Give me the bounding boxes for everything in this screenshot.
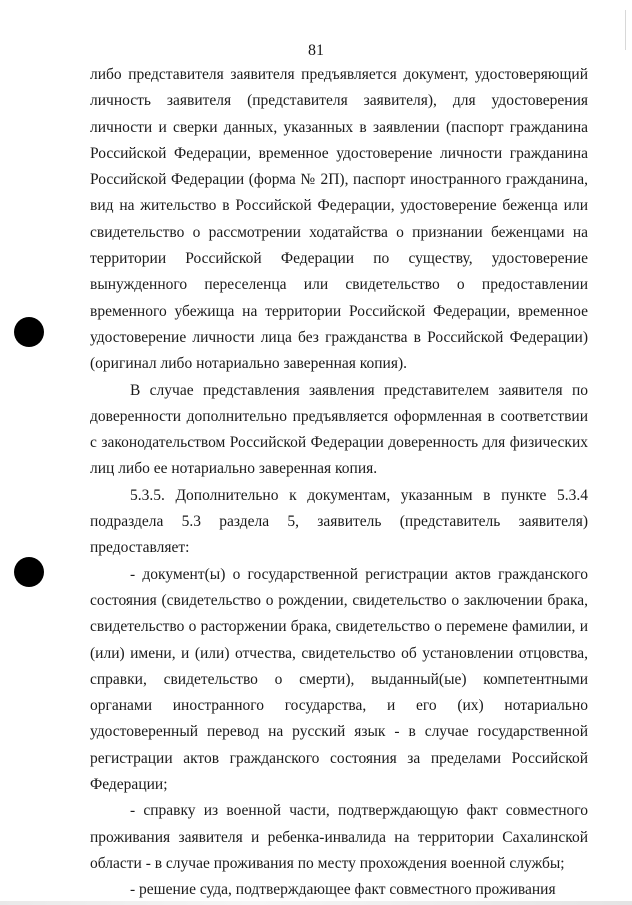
page-number: 81	[308, 42, 324, 59]
paragraph: В случае представления заявления представителем заявителя по доверенности дополнительно предъявляется оформленная в соответствии с законодательством Российской Федерации доверенность для физических лиц либо ее нотариально заверенная копия.	[90, 381, 588, 478]
paragraph: 5.3.5. Дополнительно к документам, указанным в пункте 5.3.4 подраздела 5.3 раздела 5, заявитель (представитель заявителя) предоставляет:	[90, 486, 588, 557]
body-text	[90, 62, 588, 904]
scan-edge-mark	[625, 10, 626, 50]
paragraph: - справку из военной части, подтверждающую факт совместного проживания заявителя и ребенка-инвалида на территории Сахалинской области - в случае проживания по месту прохождения военной службы;	[90, 802, 588, 872]
punch-hole-mark	[14, 557, 44, 587]
punch-hole-mark	[14, 317, 44, 347]
paragraph: либо представителя заявителя предъявляется документ, удостоверяющий личность заявителя (представителя заявителя), для удостоверения личности и сверки данных, указанных в заявлении (паспорт гражданина Российской Федерации, временное удостоверение личности гражданина Российской Федерации (форма № 2П), паспорт иностранного гражданина, вид на жительство в Российской Федерации, удостоверение беженца или свидетельство о рассмотрении ходатайства о признании беженцами на территории Российской Федерации по существу, удостоверение вынужденного переселенца или свидетельство о предоставлении временного убежища на территории Российской Федерации, временное удостоверение личности лица без гражданства в Российской Федерации) (оригинал либо нотариально заверенная копия).	[90, 66, 588, 373]
paragraph: - решение суда, подтверждающее факт совместного проживания	[130, 881, 556, 899]
scan-bottom-edge	[0, 901, 632, 905]
paragraph: - документ(ы) о государственной регистрации актов гражданского состояния (свидетельство о рождении, свидетельство о заключении брака, свидетельство о расторжении брака, свидетельство о перемене фамилии, и (или) имени, и (или) отчества, свидетельство об установлении отцовства, справки, свидетельство о смерти), выданный(ые) компетентными органами иностранного государства, и его (их) нотариально удостоверенный перевод на русский язык - в случае государственной регистрации актов гражданского состояния за пределами Российской Федерации;	[90, 565, 588, 794]
